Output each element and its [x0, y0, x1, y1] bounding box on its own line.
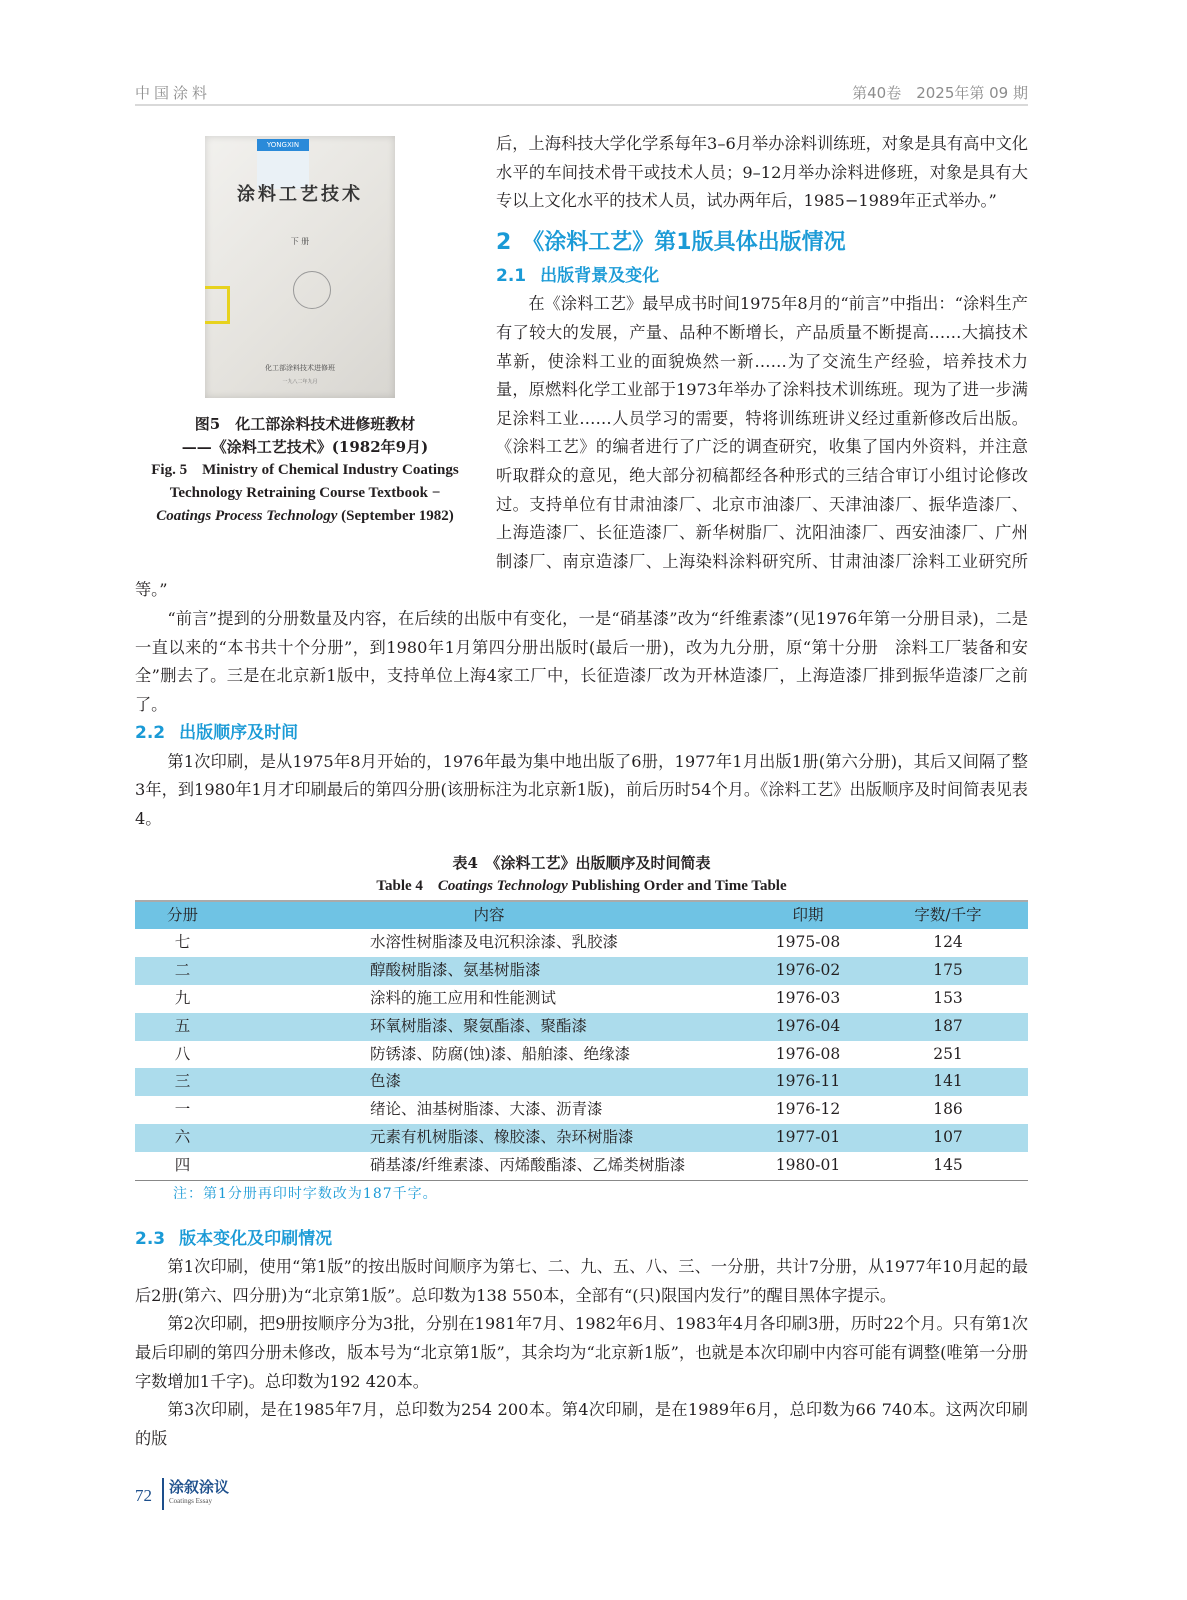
cover-date: 一九八二年九月 — [282, 379, 318, 385]
section-number: 2.3 — [135, 1228, 166, 1249]
publishing-order-table — [135, 900, 1028, 1181]
paragraph: 第2次印刷，把9册按顺序分为3批，分别在1981年7月、1982年6月、1983年4月各印刷3册，历时22个月。只有第1次最后印刷的第四分册未修改，版本号为“北京第1版”，其余均为“北京新1版”，也就是本次印刷中内容可能有调整(唯第一分册字数增加1千字)。总印数为192 420本。 — [135, 1314, 1028, 1391]
caption-en-italic: Coatings Process Technology — [156, 508, 338, 524]
table-cell: 153 — [933, 989, 963, 1008]
table-row — [135, 1152, 1028, 1180]
cover-title: 涂料工艺技术 — [237, 184, 363, 205]
cover-volume: 下 册 — [290, 237, 310, 246]
table-row — [135, 1124, 1028, 1152]
table-cell: 醇酸树脂漆、氨基树脂漆 — [230, 957, 748, 985]
column-name-cn: 涂叙涂议 — [169, 1478, 230, 1496]
section-number: 2.1 — [496, 265, 527, 286]
figure-caption — [135, 413, 475, 528]
running-header — [135, 80, 1028, 106]
table-cell: 124 — [933, 933, 963, 952]
paragraph: 第3次印刷，是在1985年7月，总印数为254 200本。第4次印刷，是在1989年6月，总印数为66 740本。这两次印刷的版 — [135, 1400, 1028, 1448]
table-cell: 三 — [135, 1068, 230, 1096]
table-cell: 一 — [174, 1100, 191, 1119]
paragraph: 第1次印刷，使用“第1版”的按出版时间顺序为第七、二、九、五、八、三、一分册，共计7分册，从1977年10月起的最后2册(第六、四分册)为“北京第1版”。总印数为138 550本，全部有“(只)限国内发行”的醒目黑体字提示。 — [135, 1257, 1028, 1305]
table-cell: 元素有机树脂漆、橡胶漆、杂环树脂漆 — [230, 1124, 748, 1152]
caption-en-2: Technology Retraining Course Textbook − — [169, 485, 441, 501]
column-name-en: Coatings Essay — [169, 1497, 212, 1505]
section-heading-2-2 — [135, 719, 1028, 748]
journal-name: 中国涂料 — [135, 84, 212, 102]
library-stamp — [293, 271, 331, 309]
footer-divider — [162, 1478, 164, 1510]
table-cell: 五 — [135, 1013, 230, 1041]
table-cell: 1980-01 — [775, 1155, 841, 1174]
table-cell: 硝基漆/纤维素漆、丙烯酸酯漆、乙烯类树脂漆 — [370, 1155, 686, 1174]
section-number: 2.2 — [135, 723, 166, 744]
figure-5 — [135, 130, 496, 556]
caption-cn-1: 图5 化工部涂料技术进修班教材 — [194, 415, 416, 433]
col-header: 印期 — [748, 901, 868, 930]
table-cell: 1976-04 — [748, 1013, 868, 1041]
page-number: 72 — [135, 1486, 152, 1505]
table-cell: 防锈漆、防腐(蚀)漆、船舶漆、绝缘漆 — [370, 1044, 631, 1063]
table-caption-cn: 表4 《涂料工艺》出版顺序及时间简表 — [452, 853, 711, 872]
table-cell: 145 — [933, 1155, 963, 1174]
binder-clip — [205, 286, 230, 324]
section-title: 出版顺序及时间 — [179, 723, 299, 744]
table-cell: 涂料的施工应用和性能测试 — [370, 989, 557, 1008]
table-cell: 251 — [933, 1044, 963, 1063]
table-row — [135, 985, 1028, 1013]
table-header-row — [135, 901, 1028, 930]
table-row — [135, 1041, 1028, 1069]
table-cell: 186 — [933, 1100, 963, 1119]
table-cell: 色漆 — [230, 1068, 748, 1096]
col-header: 字数/千字 — [868, 901, 1028, 930]
section-title: 出版背景及变化 — [540, 265, 660, 286]
section-heading-2-3 — [135, 1225, 1028, 1254]
table-cell: 141 — [868, 1068, 1028, 1096]
table-cell: 七 — [174, 933, 191, 952]
table-cell: 九 — [174, 989, 191, 1008]
section-heading-2: 2 《涂料工艺》第1版具体出版情况 — [496, 229, 846, 255]
table-caption-italic: Coatings Technology — [437, 877, 568, 894]
table-row — [135, 957, 1028, 985]
book-cover-image — [205, 136, 395, 398]
table-cell: 1976-03 — [775, 989, 841, 1008]
caption-en-rest: (September 1982) — [337, 508, 454, 524]
table-row — [135, 929, 1028, 957]
paragraph: 后，上海科技大学化学系每年3–6月举办涂料训练班，对象是具有高中文化水平的车间技术骨干或技术人员；9–12月举办涂料进修班，对象是具有大专以上文化水平的技术人员，试办两年后，1985−1989年正式举办。” — [496, 134, 1028, 211]
article-body — [135, 130, 1028, 1453]
table-note: 注：第1分册再印时字数改为187千字。 — [173, 1185, 438, 1202]
table-cell: 1975-08 — [775, 933, 841, 952]
table-caption-rest: Publishing Order and Time Table — [567, 877, 787, 894]
paragraph: “前言”提到的分册数量及内容，在后续的出版中有变化，一是“硝基漆”改为“纤维素漆”(见1976年第一分册目录)，二是一直以来的“本书共十个分册”，到1980年1月第四分册出版时(最后一册)，改为九分册，原“第十分册 涂料工厂装备和安全”删去了。三是在北京新1版中，支持单位上海4家工厂中，长征造漆厂改为开林造漆厂，上海造漆厂排到振华造漆厂之前了。 — [135, 608, 1028, 714]
table-cell: 二 — [135, 957, 230, 985]
paragraph: 第1次印刷，是从1975年8月开始的，1976年最为集中地出版了6册，1977年1月出版1册(第六分册)，其后又间隔了整3年，到1980年1月才印刷最后的第四分册(该册标注为北京新1版)，前后历时54个月。《涂料工艺》出版顺序及时间简表见表4。 — [135, 751, 1028, 829]
table-cell: 187 — [868, 1013, 1028, 1041]
table-cell: 1976-02 — [748, 957, 868, 985]
issue-info: 第40卷 2025年第 09 期 — [852, 84, 1028, 102]
table-caption-prefix: Table 4 — [376, 877, 438, 894]
table-cell: 绪论、油基树脂漆、大漆、沥青漆 — [370, 1100, 603, 1119]
table-cell: 四 — [174, 1155, 191, 1174]
paragraph: 在《涂料工艺》最早成书时间1975年8月的“前言”中指出：“涂料生产有了较大的发展，产量、品种不断增长，产品质量不断提高……大搞技术革新，使涂料工业的面貌焕然一新……为了交流生产经验，培养技术力量，原燃料化学工业部于1973年举办了涂料技术训练班。现为了进一步满足涂料工业……人员学习的需要，特将训练班讲义经过重新修改后出版。《涂料工艺》的编者进行了广泛的调查研究，收集了国内外资料，并注意听取群众的意见，绝大部分初稿都经各种形式的三结合审订小组讨论修改过。支持单位有甘肃油漆厂、北京市油漆厂、天津油漆厂、振华造漆厂、上海造漆厂、长征造漆厂、新华树脂厂、沈阳油漆厂、西安油漆厂、广州制漆厂、南京造漆厂、上海染料涂料研究所、甘肃油漆厂涂料工业研究所等。” — [135, 294, 1028, 600]
cover-publisher: 化工部涂料技术进修班 — [265, 364, 335, 372]
table-row — [135, 1013, 1028, 1041]
table-caption-en — [135, 875, 1028, 898]
section-title: 版本变化及印刷情况 — [179, 1228, 333, 1249]
table-cell: 六 — [135, 1124, 230, 1152]
table-cell: 1976-11 — [748, 1068, 868, 1096]
col-header: 内容 — [230, 901, 748, 930]
table-cell: 1977-01 — [748, 1124, 868, 1152]
table-cell: 八 — [174, 1044, 191, 1063]
table-row — [135, 1096, 1028, 1124]
table-cell: 1976-08 — [775, 1044, 841, 1063]
table-cell: 1976-12 — [775, 1100, 841, 1119]
caption-en-1: Fig. 5 Ministry of Chemical Industry Coatings — [151, 462, 459, 478]
caption-cn-2: ——《涂料工艺技术》(1982年9月) — [181, 438, 429, 456]
caption-en-3 — [135, 505, 475, 528]
cover-sticker: YONGXIN — [257, 139, 309, 151]
table-caption — [135, 852, 1028, 898]
col-header: 分册 — [135, 901, 230, 930]
table-row — [135, 1068, 1028, 1096]
table-cell: 107 — [868, 1124, 1028, 1152]
table-cell: 175 — [868, 957, 1028, 985]
table-cell: 水溶性树脂漆及电沉积涂漆、乳胶漆 — [370, 933, 619, 952]
table-cell: 环氧树脂漆、聚氨酯漆、聚酯漆 — [230, 1013, 748, 1041]
